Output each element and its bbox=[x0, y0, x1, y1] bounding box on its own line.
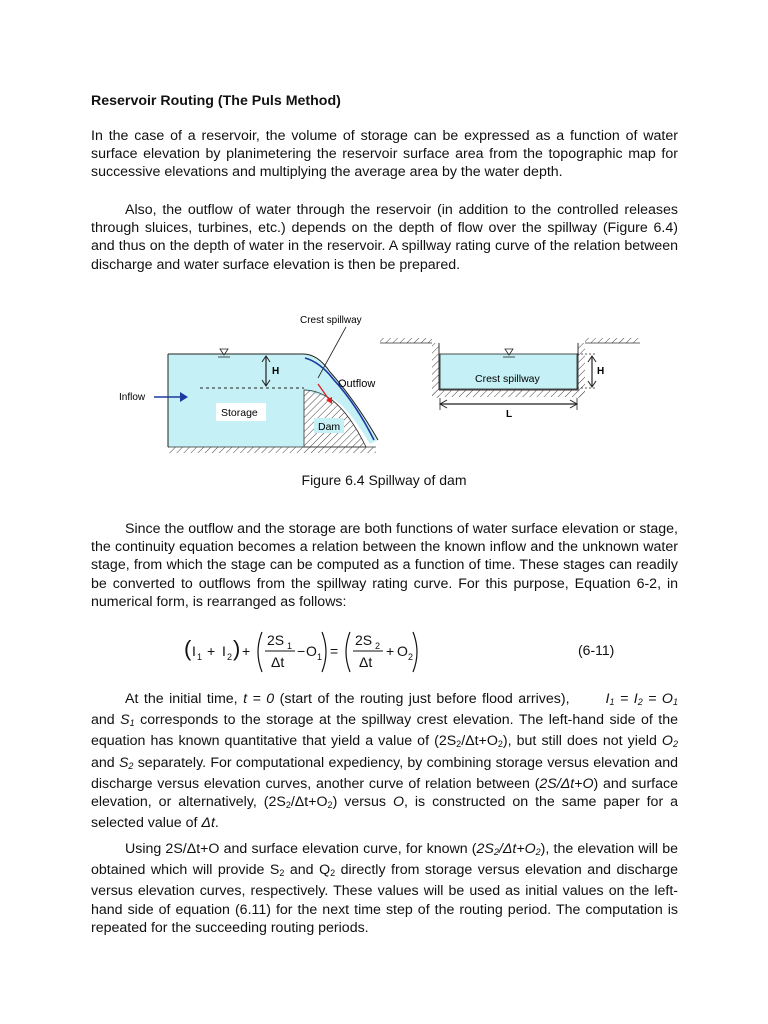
inflow-label: Inflow bbox=[119, 392, 146, 403]
eq-dt1: Δt bbox=[271, 654, 285, 670]
svg-text:1: 1 bbox=[287, 641, 293, 651]
spillway-channel-section bbox=[380, 338, 640, 420]
outflow-label: Outflow bbox=[338, 378, 376, 390]
crest-spillway-label-top: Crest spillway bbox=[300, 315, 362, 326]
svg-text:1: 1 bbox=[317, 652, 323, 662]
svg-text:): ) bbox=[233, 636, 241, 661]
l-label: L bbox=[506, 409, 513, 420]
svg-text:2: 2 bbox=[375, 641, 381, 651]
svg-text:+: + bbox=[386, 643, 395, 659]
eq-o2: O bbox=[397, 643, 408, 659]
equation-number: (6-11) bbox=[578, 642, 615, 658]
svg-text:=: = bbox=[330, 643, 339, 659]
storage-label: Storage bbox=[221, 407, 258, 419]
svg-text:1: 1 bbox=[197, 652, 203, 662]
svg-text:+: + bbox=[242, 643, 251, 659]
eq-2s2: 2S bbox=[355, 632, 373, 648]
paragraph-outflow: Also, the outflow of water through the reservoir (in addition to the controlled releases through sluices, turbines, etc.) depends on the depth of flow over the spillway (Figure 6.4) and thus on the depth of water in the reservoir. A spillway rating curve of the relation between discharge and water surface elevation is then be prepared. bbox=[91, 202, 678, 273]
paragraph-continuity: Since the outflow and the storage are both functions of water surface elevation or stage, the continuity equation becomes a relation between the known inflow and the unknown water stage, from which the stage can be computed as a function of time. These stages can readily be converted to outflows from the spillway rating curve. For this purpose, Equation 6-2, in numerical form, is rearranged as follows: bbox=[91, 521, 678, 610]
paragraph-storage: In the case of a reservoir, the volume of storage can be expressed as a function of water surface elevation by planimetering the reservoir surface area from the topographic map for successive elevations and multiplying the average area by the water depth. bbox=[91, 128, 678, 181]
h-label-left: H bbox=[272, 366, 280, 377]
eq-2s1: 2S bbox=[267, 632, 285, 648]
svg-text:2: 2 bbox=[408, 652, 414, 662]
equation-6-11 bbox=[180, 628, 640, 676]
eq-i2: I bbox=[222, 643, 226, 659]
paragraph-using-curve: Using 2S/Δt+O and surface elevation curve, for known $(2S_2/\Delta t+O_2)$, the elevation will be obtained which will provide $S_2$ and $Q_2$ directly from storage versus elevation and discharge versus elevation curves, respectively. These values will be used as initial values on the left-hand side of equation (6.11) for the next time step of the routing period. The computation is repeated for the succeeding routing periods. bbox=[91, 841, 678, 936]
svg-text:+: + bbox=[207, 643, 216, 659]
section-heading: Reservoir Routing (The Puls Method) bbox=[91, 93, 341, 109]
crest-spillway-label-right: Crest spillway bbox=[475, 373, 540, 385]
svg-text:(: ( bbox=[184, 636, 192, 661]
svg-text:−: − bbox=[297, 643, 306, 659]
figure-caption: Figure 6.4 Spillway of dam bbox=[301, 472, 467, 488]
eq-dt2: Δt bbox=[359, 654, 373, 670]
spillway-figure bbox=[110, 305, 650, 465]
svg-text:2: 2 bbox=[227, 652, 233, 662]
eq-i1: I bbox=[192, 643, 196, 659]
dam-label: Dam bbox=[318, 421, 341, 433]
h-label-right: H bbox=[597, 366, 605, 377]
eq-o1: O bbox=[306, 643, 317, 659]
paragraph-initial-time: At the initial time, t = 0 (start of the routing just before flood arrives), $I_1 = I_2 = O_1$ and $S_1$ corresponds to the storage at the spillway crest elevation. The left-hand side of the equation has known quantitative that yield a value of $(2S_2/\Delta t+O_2)$, but still does not yield $O_2$ and $S_2$ separately. For computational expediency, by combining storage versus elevation and discharge versus elevation curves, another curve of relation between (2S/Δt+O) and surface elevation, or alternatively, $(2S_2/\Delta t+O_2)$ versus O, is constructed on the same paper for a selected value of Δt. bbox=[91, 691, 678, 832]
reservoir-section bbox=[119, 315, 378, 453]
